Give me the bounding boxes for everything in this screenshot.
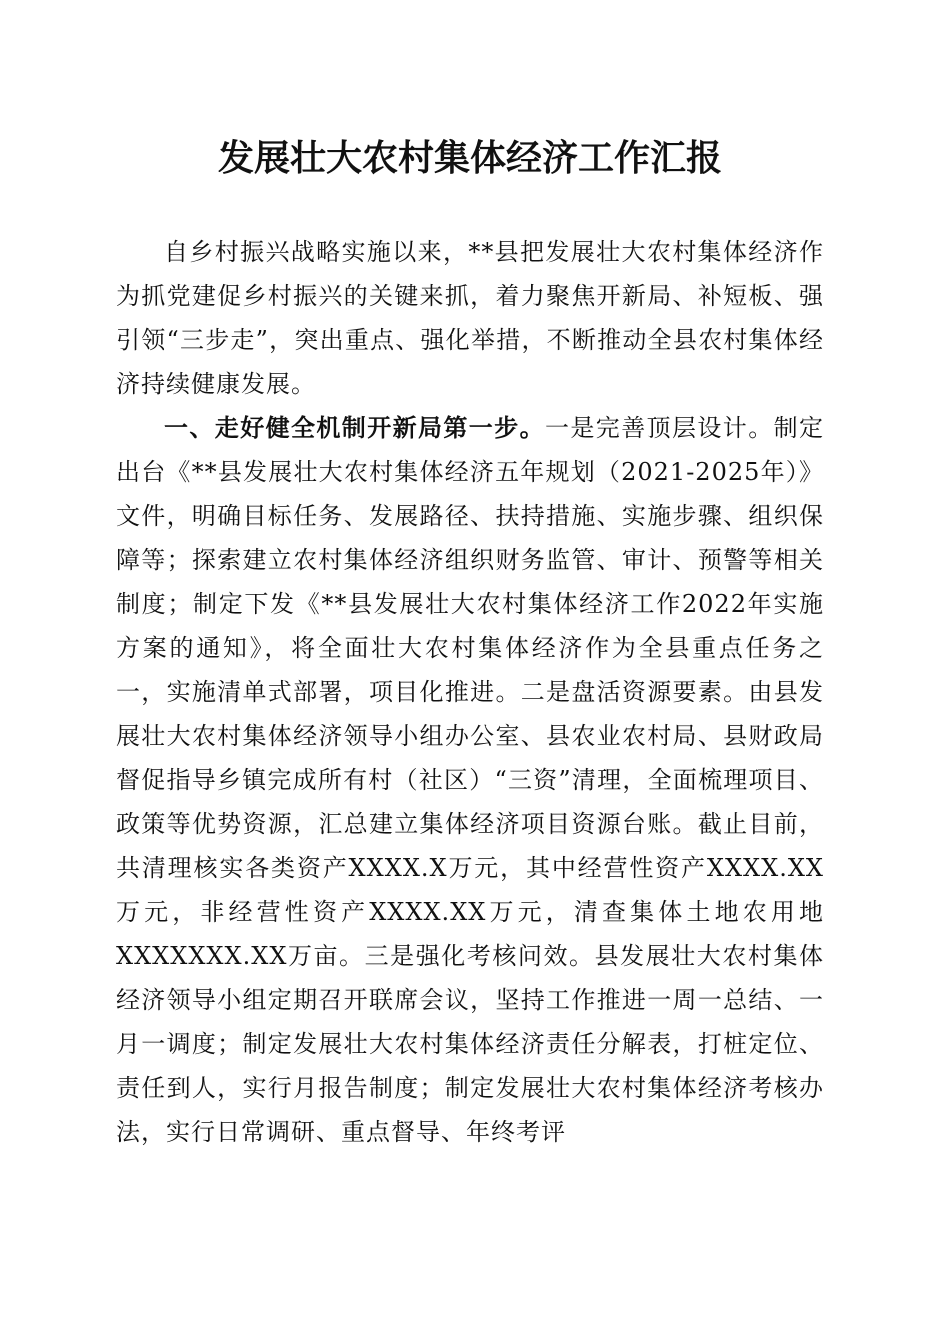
intro-paragraph: 自乡村振兴战略实施以来，**县把发展壮大农村集体经济作为抓党建促乡村振兴的关键来抓，着力聚焦开新局、补短板、强引领“三步走”，突出重点、强化举措，不断推动全县农村集体经济持续健康发展。 [116, 238, 824, 398]
section-1-paragraph [116, 406, 824, 1154]
section-1-heading: 一、走好健全机制开新局第一步。 [164, 414, 545, 442]
section-1-body: 一是完善顶层设计。制定出台《**县发展壮大农村集体经济五年规划（2021-2025年）》文件，明确目标任务、发展路径、扶持措施、实施步骤、组织保障等；探索建立农村集体经济组织财务监管、审计、预警等相关制度；制定下发《**县发展壮大农村集体经济工作2022年实施方案的通知》，将全面壮大农村集体经济作为全县重点任务之一，实施清单式部署，项目化推进。二是盘活资源要素。由县发展壮大农村集体经济领导小组办公室、县农业农村局、县财政局督促指导乡镇完成所有村（社区）“三资”清理，全面梳理项目、政策等优势资源，汇总建立集体经济项目资源台账。截止目前，共清理核实各类资产XXXX.X万元，其中经营性资产XXXX.XX万元，非经营性资产XXXX.XX万元，清查集体土地农用地XXXXXXX.XX万亩。三是强化考核问效。县发展壮大农村集体经济领导小组定期召开联席会议，坚持工作推进一周一总结、一月一调度；制定发展壮大农村集体经济责任分解表，打桩定位、责任到人，实行月报告制度；制定发展壮大农村集体经济考核办法，实行日常调研、重点督导、年终考评 [116, 414, 824, 1146]
document-body [116, 230, 824, 1154]
document-title: 发展壮大农村集体经济工作汇报 [217, 137, 722, 179]
